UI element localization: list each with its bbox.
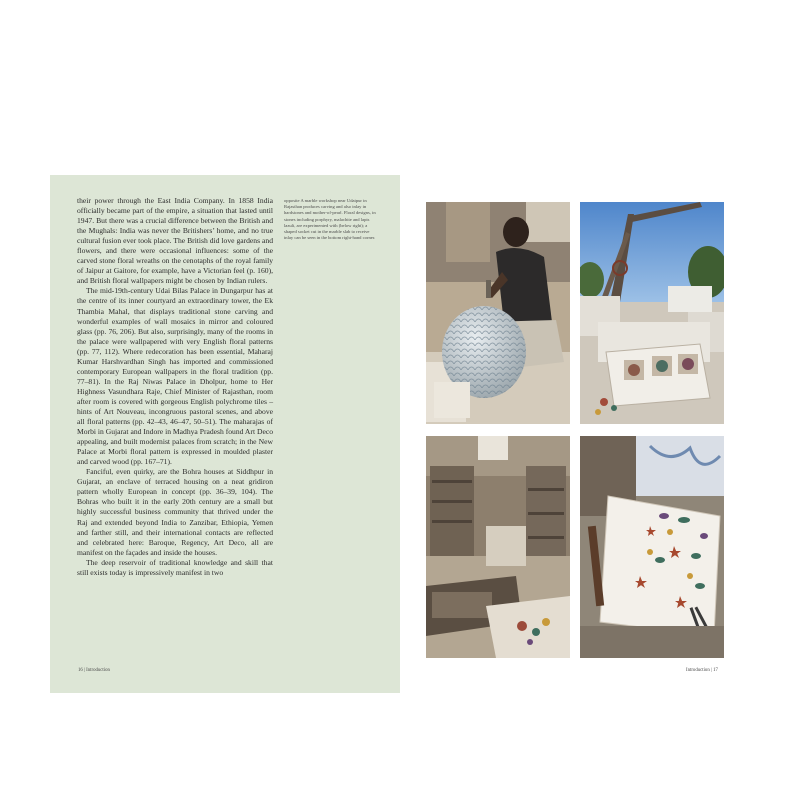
paragraph-1: their power through the East India Company. In 1858 India officially became part of the empire, a situation that lasted until 1947. But there was a crucial difference between the British and the Mughals: India was never the Britishers’ home, and no true cultural fusion ever took place. The British did love gardens and flowers, and there were occasional influences: some of the carved stone floral wreaths on the cenotaphs of the royal family of Jaipur at Gaitore, for example, have a Victorian feel (p. 160), and British floral wallpapers might be chosen by Indian rulers.: [77, 196, 273, 286]
photo-floral-inlay-slab: [580, 436, 724, 658]
folio-left: 16 | Introduction: [78, 668, 110, 673]
paragraph-3: Fanciful, even quirky, are the Bohra houses at Siddhpur in Gujarat, an enclave of terraced housing on a neat gridiron pattern wholly European in concept (pp. 36–39, 104). The Bohras who built it in the early 20th century are a small but highly successful business community that thrived under the Raj and extended beyond India to Zanzibar, Ethiopia, Yemen and farther still, and their international contacts are reflected and celebrated here: Baroque, Regency, Art Deco, all are manifest on the façades and inside the houses.: [77, 467, 273, 557]
photo-marble-yard-crane: [580, 202, 724, 424]
photo-craftsman-carving-dome: [426, 202, 570, 424]
paragraph-2: The mid-19th-century Udai Bilas Palace in Dungarpur has at the centre of its inner courtyard an extraordinary tower, the Ek Thambia Mahal, that displays traditional stone carving and wonderful examples of wall mosaics in mirror and coloured glass (pp. 76, 206). But also, surprisingly, many of the rooms in the palace were wallpapered with very English floral patterns (pp. 77, 112). Where redecoration has been essential, Maharaj Kumar Harshvardhan Singh has imported and commissioned contemporary European wallpapers in the floral tradition (pp. 77–81). In the Raj Niwas Palace in Dholpur, home to Her Highness Vasundhara Raje, Chief Minister of Rajasthan, room after room is covered with gorgeous English polychrome tiles – hints of Art Nouveau, incongruous pastoral scenes, and above all floral patterns (pp. 42–43, 46–47, 50–51). The maharajas of Morbi in Gujarat and Indore in Madhya Pradesh found Art Deco appealing, and built modernist palaces from scratch; in the New Palace at Morbi floral pattern is expressed in moulded plaster and carved wood (pp. 167–71).: [77, 286, 273, 467]
paragraph-4: The deep reservoir of traditional knowledge and skill that still exists today is impressively manifest in two: [77, 557, 273, 577]
photo-caption: opposite A marble workshop near Udaipur in Rajasthan produces carving and also inlay in hardstones and mother-of-pearl. Floral designs, in stones including porphyry, malachite and lapis lazuli, are experimented with (below right); a shaped socket cut in the marble slab to receive inlay can be seen in the bottom right-hand corner.: [284, 198, 376, 241]
left-page: [50, 175, 400, 693]
folio-right: Introduction | 17: [686, 668, 718, 673]
body-text: [77, 196, 273, 578]
photo-workshop-interior: [426, 436, 570, 658]
